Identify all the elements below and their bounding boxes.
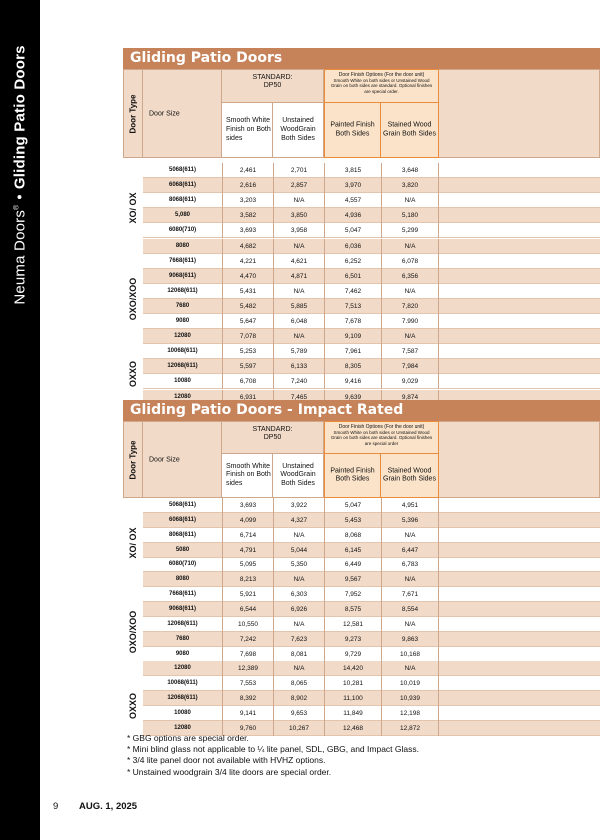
stained-price: N/A (381, 329, 439, 344)
door-size-cell: 7680 (175, 635, 190, 642)
woodgrain-price: 6,133 (273, 359, 324, 374)
door-size-cell: 5080 (175, 546, 190, 553)
footnotes (127, 733, 419, 778)
painted-price: 8,068 (324, 528, 381, 543)
column-header-label: Unstained WoodGrain Both Sides (280, 116, 316, 142)
table-row (143, 498, 600, 513)
woodgrain-price: 8,065 (273, 676, 324, 691)
stained-price: 5,299 (381, 223, 439, 238)
painted-price: 9,639 (324, 390, 381, 405)
painted-price: 11,849 (324, 706, 381, 721)
smooth-white-price: 5,431 (222, 284, 273, 299)
column-header-col1 (222, 103, 273, 158)
table-row (143, 602, 600, 617)
smooth-white-price: 7,242 (222, 632, 273, 647)
table-row (143, 299, 600, 314)
page-footer (53, 801, 138, 812)
painted-price: 9,729 (324, 647, 381, 662)
door-type-group-label: XO/ OX (128, 192, 138, 224)
door-size-cell: 12068(611) (167, 620, 198, 627)
woodgrain-price: 8,081 (273, 647, 324, 662)
door-type-group (123, 587, 143, 676)
table-row (143, 208, 600, 223)
door-size-cell: 10080 (174, 709, 191, 716)
table-row (143, 661, 600, 676)
finish-options-header (324, 421, 439, 454)
smooth-white-price: 5,482 (222, 299, 273, 314)
woodgrain-price: 5,350 (273, 557, 324, 572)
smooth-white-price: 4,682 (222, 239, 273, 254)
smooth-white-price: 3,203 (222, 193, 273, 208)
header-spacer (439, 69, 600, 158)
painted-price: 10,281 (324, 676, 381, 691)
woodgrain-price: 5,789 (273, 344, 324, 359)
column-header-col2 (273, 103, 324, 158)
door-size-cell: 8080 (175, 242, 190, 249)
table-row (143, 223, 600, 238)
table-row (143, 647, 600, 662)
smooth-white-price: 10,550 (222, 617, 273, 632)
door-type-group (123, 163, 143, 254)
door-size-cell: 9080 (175, 650, 190, 657)
door-size-cell: 8068(611) (168, 531, 197, 538)
painted-price: 9,567 (324, 572, 381, 587)
table-row (143, 706, 600, 721)
woodgrain-price: N/A (273, 239, 324, 254)
door-size-cell: 9080 (175, 318, 190, 324)
woodgrain-price: 8,902 (273, 691, 324, 706)
table-row (143, 329, 600, 344)
stained-price: 9,029 (381, 374, 439, 389)
smooth-white-price: 2,461 (222, 163, 273, 178)
footnote: * Mini blind glass not applicable to ¼ lite panel, SDL, GBG, and Impact Glass. (127, 744, 419, 755)
door-size-cell: 12080 (174, 333, 191, 340)
table-row (143, 513, 600, 528)
table-row (143, 543, 600, 558)
smooth-white-price: 4,221 (222, 254, 273, 269)
section-title: Gliding Patio Doors (123, 48, 600, 69)
stained-price: N/A (381, 661, 439, 676)
door-type-label: Door Type (128, 94, 138, 133)
door-size-cell: 9068(611) (168, 272, 197, 279)
woodgrain-price: 5,044 (273, 543, 324, 558)
painted-price: 7,462 (324, 284, 381, 299)
finish-options-title: Door Finish Options (For the door unit) (338, 72, 425, 78)
painted-price: 8,575 (324, 602, 381, 617)
painted-price: 8,305 (324, 359, 381, 374)
stained-price: N/A (381, 617, 439, 632)
stained-price: N/A (381, 528, 439, 543)
header-spacer (439, 421, 600, 498)
stained-price: 6,078 (381, 254, 439, 269)
standard-text: STANDARD: (252, 74, 293, 81)
column-header-col4 (381, 103, 439, 158)
stained-price: 8,554 (381, 602, 439, 617)
woodgrain-price: 4,871 (273, 269, 324, 284)
stained-price: 5,180 (381, 208, 439, 223)
painted-price: 12,468 (324, 721, 381, 736)
painted-price: 9,109 (324, 329, 381, 344)
standard-text: STANDARD: (252, 426, 293, 433)
door-type-group (123, 676, 143, 735)
painted-price: 6,449 (324, 557, 381, 572)
painted-price: 7,952 (324, 587, 381, 602)
door-size-cell: 7680 (175, 302, 190, 309)
stained-price: 6,783 (381, 557, 439, 572)
woodgrain-price: 3,958 (273, 223, 324, 238)
finish-options-header (324, 69, 439, 103)
door-size-cell: 10080 (174, 378, 191, 385)
woodgrain-price: N/A (273, 528, 324, 543)
smooth-white-price: 7,698 (222, 647, 273, 662)
painted-price: 12,581 (324, 617, 381, 632)
door-size-cell: 6068(611) (168, 516, 197, 523)
woodgrain-price: 5,885 (273, 299, 324, 314)
stained-price: N/A (381, 239, 439, 254)
column-header-col3 (324, 454, 381, 498)
door-type-group-label: OXXO (128, 361, 138, 388)
door-size-cell: 5,080 (174, 212, 190, 219)
door-size-label: Door Size (149, 110, 180, 117)
footer-date: AUG. 1, 2025 (79, 801, 138, 812)
door-size-cell: 12080 (174, 393, 191, 400)
smooth-white-price: 6,714 (222, 528, 273, 543)
woodgrain-price: 4,621 (273, 254, 324, 269)
painted-price: 5,047 (324, 498, 381, 513)
page-number: 9 (53, 801, 59, 812)
woodgrain-price: 7,623 (273, 632, 324, 647)
door-type-group (123, 344, 143, 404)
table-row (143, 254, 600, 269)
painted-price: 3,970 (324, 178, 381, 193)
door-size-cell: 10068(611) (167, 348, 198, 355)
stained-price: 7,820 (381, 299, 439, 314)
finish-options-title: Door Finish Options (For the door unit) (338, 424, 425, 430)
standard-label (222, 70, 323, 91)
woodgrain-price: 6,926 (273, 602, 324, 617)
stained-price: 3,820 (381, 178, 439, 193)
woodgrain-price: 7,465 (273, 390, 324, 405)
smooth-white-price: 4,791 (222, 543, 273, 558)
sidebar-separator: • (11, 194, 29, 200)
door-type-group-label: XO/ OX (128, 527, 138, 559)
table-row (143, 632, 600, 647)
woodgrain-price: N/A (273, 284, 324, 299)
column-header-label: Painted Finish Both Sides (330, 466, 375, 483)
table-row (143, 528, 600, 543)
smooth-white-price: 8,392 (222, 691, 273, 706)
stained-price: 7.990 (381, 314, 439, 329)
door-size-cell: 8080 (175, 576, 190, 583)
stained-price: N/A (381, 193, 439, 208)
column-header-col2 (273, 454, 324, 498)
woodgrain-price: 4,327 (273, 513, 324, 528)
painted-price: 9,273 (324, 632, 381, 647)
smooth-white-price: 6,708 (222, 374, 273, 389)
woodgrain-price: N/A (273, 572, 324, 587)
painted-price: 9,416 (324, 374, 381, 389)
door-size-cell: 6080(710) (168, 227, 197, 234)
painted-price: 5,047 (324, 223, 381, 238)
door-type-header (123, 421, 143, 498)
stained-price: 7,671 (381, 587, 439, 602)
door-size-header (143, 69, 222, 158)
door-size-cell: 9068(611) (168, 605, 197, 612)
woodgrain-price: 10,267 (273, 721, 324, 736)
price-table-standard (123, 48, 600, 401)
painted-price: 6,145 (324, 543, 381, 558)
stained-price: 6,356 (381, 269, 439, 284)
stained-price: 12,198 (381, 706, 439, 721)
stained-price: 10,019 (381, 676, 439, 691)
door-type-group (123, 254, 143, 345)
door-size-cell: 6080(710) (168, 561, 197, 568)
stained-price: 7,587 (381, 344, 439, 359)
stained-price: 4,951 (381, 498, 439, 513)
table-row (143, 676, 600, 691)
door-size-cell: 6068(611) (168, 182, 197, 189)
smooth-white-price: 5,921 (222, 587, 273, 602)
section-title: Gliding Patio Doors - Impact Rated (123, 400, 600, 421)
table-row (143, 239, 600, 254)
door-size-cell: 12068(611) (167, 287, 198, 294)
column-header-label: Unstained WoodGrain Both Sides (280, 462, 316, 487)
standard-header (222, 421, 324, 454)
finish-options-note: Smooth White on both sides or Unstained Wood Grain on both sides are standard. Optional finishes are special order. (330, 78, 433, 94)
woodgrain-price: N/A (273, 193, 324, 208)
door-size-cell: 5068(611) (168, 502, 197, 508)
smooth-white-price: 8,213 (222, 572, 273, 587)
painted-price: 6,036 (324, 239, 381, 254)
woodgrain-price: 9,653 (273, 706, 324, 721)
door-type-group-label: OXO/XOO (128, 610, 138, 653)
painted-price: 11,100 (324, 691, 381, 706)
smooth-white-price: 5,597 (222, 359, 273, 374)
table-row (143, 587, 600, 602)
door-type-group (123, 498, 143, 587)
table-row (143, 193, 600, 208)
painted-price: 6,252 (324, 254, 381, 269)
painted-price: 5,453 (324, 513, 381, 528)
door-size-cell: 12068(611) (167, 363, 198, 370)
table-row (143, 572, 600, 587)
standard-code: DP50 (263, 82, 282, 90)
painted-price: 7,513 (324, 299, 381, 314)
door-size-cell: 7668(611) (168, 257, 197, 264)
smooth-white-price: 7,078 (222, 329, 273, 344)
woodgrain-price: 6,048 (273, 314, 324, 329)
sidebar-brand: Neuma Doors (11, 209, 29, 305)
table-row (143, 691, 600, 706)
sidebar-section: Gliding Patio Doors (11, 45, 29, 190)
sidebar-title (12, 45, 29, 304)
standard-label (222, 422, 323, 443)
smooth-white-price: 7,553 (222, 676, 273, 691)
stained-price: 6,447 (381, 543, 439, 558)
sidebar (0, 0, 40, 840)
column-header-label: Stained Wood Grain Both Sides (383, 121, 436, 137)
column-header-label: Smooth White Finish on Both sides (226, 462, 271, 487)
door-size-cell: 12080 (174, 665, 191, 672)
table-row (143, 178, 600, 193)
woodgrain-price: 3,922 (273, 498, 324, 513)
stained-price: 3,648 (381, 163, 439, 178)
stained-price: 7,984 (381, 359, 439, 374)
stained-price: N/A (381, 572, 439, 587)
smooth-white-price: 5,647 (222, 314, 273, 329)
table-row (143, 344, 600, 359)
footnote: * 3/4 lite panel door not available with HVHZ options. (127, 755, 326, 766)
finish-options-note: Smooth White on both sides or Unstained Wood Grain on both sides are standard. Optional finishes are special order (330, 430, 433, 446)
footnote: * GBG options are special order. (127, 733, 249, 743)
table-row (143, 284, 600, 299)
painted-price: 14,420 (324, 661, 381, 676)
woodgrain-price: N/A (273, 617, 324, 632)
painted-price: 4,936 (324, 208, 381, 223)
smooth-white-price: 3,693 (222, 498, 273, 513)
stained-price: 10,939 (381, 691, 439, 706)
smooth-white-price: 3,582 (222, 208, 273, 223)
woodgrain-price: 2,701 (273, 163, 324, 178)
price-table-impact-rated (123, 400, 600, 730)
stained-price: 12,872 (381, 721, 439, 736)
smooth-white-price: 3,693 (222, 223, 273, 238)
smooth-white-price: 6,544 (222, 602, 273, 617)
table-row (143, 617, 600, 632)
table-row (143, 269, 600, 284)
door-size-cell: 5068(611) (168, 167, 197, 173)
table-row (143, 374, 600, 389)
woodgrain-price: 3,850 (273, 208, 324, 223)
column-header-col4 (381, 454, 439, 498)
column-header-label: Painted Finish Both Sides (330, 121, 375, 137)
stained-price: 9,863 (381, 632, 439, 647)
door-size-cell: 7668(611) (168, 591, 197, 598)
door-size-cell: 8068(611) (168, 197, 197, 204)
column-header-col1 (222, 454, 273, 498)
column-header-label: Smooth White Finish on Both sides (226, 116, 271, 142)
door-type-group-label: OXO/XOO (128, 277, 138, 321)
stained-price: 9,874 (381, 390, 439, 405)
table-row (143, 314, 600, 329)
woodgrain-price: 6,303 (273, 587, 324, 602)
trademark-mark: ® (13, 204, 21, 210)
smooth-white-price: 5,253 (222, 344, 273, 359)
woodgrain-price: N/A (273, 661, 324, 676)
door-size-label: Door Size (149, 456, 180, 463)
smooth-white-price: 5,095 (222, 557, 273, 572)
woodgrain-price: 2,857 (273, 178, 324, 193)
stained-price: 10,168 (381, 647, 439, 662)
smooth-white-price: 12,389 (222, 661, 273, 676)
painted-price: 4,557 (324, 193, 381, 208)
door-type-label: Door Type (128, 440, 138, 479)
door-type-group-label: OXXO (128, 692, 138, 719)
standard-header (222, 69, 324, 103)
smooth-white-price: 9,760 (222, 721, 273, 736)
footnote: * Unstained woodgrain 3/4 lite doors are special order. (127, 766, 332, 777)
door-size-header (143, 421, 222, 498)
painted-price: 7,678 (324, 314, 381, 329)
door-size-cell: 12068(611) (167, 695, 198, 702)
column-header-label: Stained Wood Grain Both Sides (383, 466, 436, 483)
smooth-white-price: 6,931 (222, 390, 273, 405)
door-size-cell: 12080 (174, 724, 191, 731)
stained-price: N/A (381, 284, 439, 299)
smooth-white-price: 9,141 (222, 706, 273, 721)
smooth-white-price: 2,616 (222, 178, 273, 193)
painted-price: 3,815 (324, 163, 381, 178)
woodgrain-price: 7,240 (273, 374, 324, 389)
table-row (143, 557, 600, 572)
painted-price: 7,961 (324, 344, 381, 359)
smooth-white-price: 4,470 (222, 269, 273, 284)
stained-price: 5,396 (381, 513, 439, 528)
standard-code: DP50 (263, 434, 282, 442)
door-type-header (123, 69, 143, 158)
smooth-white-price: 4,099 (222, 513, 273, 528)
door-size-cell: 10068(611) (167, 680, 198, 687)
woodgrain-price: N/A (273, 329, 324, 344)
column-header-col3 (324, 103, 381, 158)
table-row (143, 163, 600, 178)
painted-price: 6,501 (324, 269, 381, 284)
table-row (143, 359, 600, 374)
